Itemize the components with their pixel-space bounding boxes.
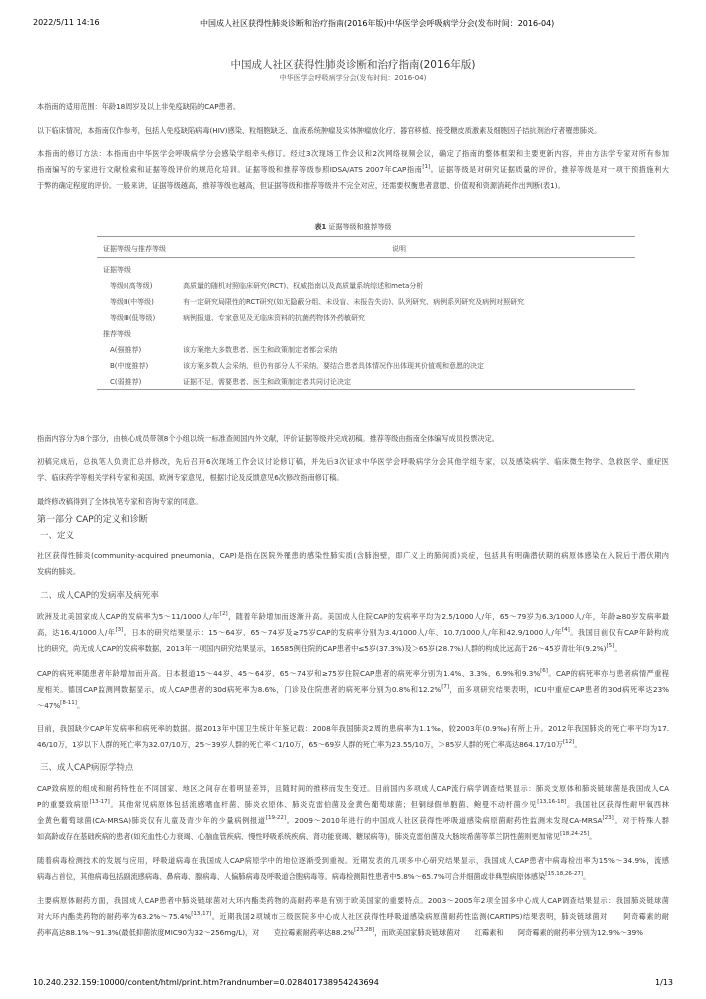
text-segment: 。 xyxy=(574,740,582,749)
paragraph-line xyxy=(37,855,669,867)
text-segment: 。2009～2010年进行的中国成人社区获得性呼吸道感染病原菌耐药性监测未发现CA-MRSA xyxy=(286,816,603,825)
reference-link[interactable]: [23,28] xyxy=(354,927,375,933)
paragraph-line xyxy=(37,550,669,562)
paragraph-line xyxy=(37,611,669,623)
text-segment: 高，达16.4/1000人/年 xyxy=(37,628,116,637)
text-segment: 主要病原体耐药方面，我国成人CAP患者中肺炎链球菌对大环内酯类药物的高耐药率是有别于欧美国家的重要特点。2003～2005年2项全国多中心成人CAP调查结果显示：我国肺炎链球菌 xyxy=(37,896,669,905)
paragraph-line xyxy=(37,723,669,735)
table-group-label: 推荐等级 xyxy=(103,330,131,338)
print-url: 10.240.232.159:10000/content/html/print.htm?randnumber=0.028401738954243694 xyxy=(33,978,379,987)
text-segment: ，而欧美国家肺炎链球菌对 红霉素和 阿奇霉素的耐药率分别为12.9%～39% xyxy=(374,928,643,937)
text-segment: 随着病毒检测技术的发展与应用，呼吸道病毒在我国成人CAP病原学中的地位逐渐受到重视。近期发表的几项多中心研究结果显示，我国成人CAP患者中病毒检出率为15%～34.9%，流感 xyxy=(37,856,669,865)
paragraph-line xyxy=(37,148,669,160)
paragraph-line xyxy=(37,895,669,907)
table-cell-level: C(弱推荐) xyxy=(110,378,142,386)
subsection-heading: 一、定义 xyxy=(40,531,75,541)
text-segment: 金黄色葡萄球菌(CA-MRSA)肺炎仅有儿童及青少年的少量病例报道 xyxy=(37,816,266,825)
reference-link[interactable]: [7] xyxy=(441,684,450,690)
table-cell-description: 病例报道、专家意见及无临床资料的抗菌药物体外药敏研究 xyxy=(183,314,365,322)
table-cell-description: 有一定研究局限性的RCT研究(如无隐蔽分组、未设盲、未报告失访)、队列研究、病例系列研究及病例对照研究 xyxy=(183,298,525,306)
text-segment: 。 xyxy=(614,644,622,653)
table-cell-description: 证据不足，需要患者、医生和政策制定者共同讨论决定 xyxy=(183,378,351,386)
paragraph-line xyxy=(37,871,669,883)
text-segment: 学、临床药学等相关学科专家和美国、欧洲专家意见，根据讨论及反馈意见6次修改指南修订稿。 xyxy=(37,473,344,482)
paragraph-line xyxy=(37,684,669,696)
print-datetime: 2022/5/11 14:16 xyxy=(33,18,100,27)
table-number: 表1 xyxy=(314,223,327,231)
table-cell-description: 该方案绝大多数患者、医生和政策制定者都会采纳 xyxy=(183,346,337,354)
text-segment: 。日本的研究结果显示：15～64岁、65～74岁及≥75岁CAP的发病率分别为3.4/1000人/年、10.7/1000人/年和42.9/1000人/年 xyxy=(123,628,562,637)
text-segment: 目前，我国缺少CAP年发病率和病死率的数据。据2013年中国卫生统计年鉴记载：2008年我国肺炎2周的患病率为1.1‰，较2003年(0.9‰)有所上升。2012年我国肺炎的死亡率平均为17. xyxy=(37,724,669,733)
reference-link[interactable]: [2] xyxy=(219,611,228,617)
text-segment: 。 xyxy=(76,701,85,710)
text-segment: 发病的肺炎。 xyxy=(37,567,81,576)
table-group-label: 证据等级 xyxy=(103,266,131,274)
text-segment: 指南内容分为8个部分，由核心成员带领8个小组以统一标准查阅国内外文献，评价证据等级并完成初稿。推荐等级由指南全体编写成员投票决定。 xyxy=(37,434,499,443)
text-segment: ～47% xyxy=(37,701,61,710)
print-header-title: 中国成人社区获得性肺炎诊断和治疗指南(2016年版)中华医学会呼吸病学分会(发布时间：2016-04) xyxy=(200,19,555,28)
text-segment: 病毒占首位，其他病毒包括副流感病毒、鼻病毒、腺病毒、人偏肺病毒及呼吸道合胞病毒等。病毒检测阳性患者中5.8%～65.7%可合并细菌或非典型病原体感染 xyxy=(37,872,546,881)
table-caption-text: 证据等级和推荐等级 xyxy=(328,223,392,231)
text-segment: 度相关。德国CAP监测网数据显示，成人CAP患者的30d病死率为8.6%，门诊及住院患者的病死率分别为0.8%和12.2% xyxy=(37,685,442,694)
text-segment: 。证据等级是对研究证据质量的评价，推荐等级是对一项干预措施利大 xyxy=(430,165,669,174)
subsection-heading: 二、成人CAP的发病率及病死率 xyxy=(40,591,159,601)
table-cell-level: A(强推荐) xyxy=(110,346,142,354)
reference-link[interactable]: [18,24-25] xyxy=(560,831,590,837)
text-segment: CAP的病死率随患者年龄增加而升高。日本报道15～44岁、45～64岁、65～74岁和≥75岁住院CAP患者的病死率分别为1.4%、3.3%、6.9%和9.3% xyxy=(37,669,541,678)
reference-link[interactable]: [13-17] xyxy=(89,799,110,805)
page-subtitle: 中华医学会呼吸病学分会(发布时间：2016-04) xyxy=(279,74,427,82)
text-segment: 。CAP的病死率亦与患者病情严重程 xyxy=(547,669,669,678)
text-segment: 药率高达88.1%～91.3%(最低抑菌浓度MIC90为32～256mg/L)，对 克拉霉素耐药率达88.2% xyxy=(37,928,355,937)
text-segment: 初稿完成后，总执笔人负责汇总并修改，先后召开6次现场工作会议讨论修订稿，并先后3次征求中华医学会呼吸病学分会其他学组专家，以及感染病学、临床微生物学、急救医学、重症医 xyxy=(37,457,669,466)
reference-link[interactable]: [4] xyxy=(561,627,570,633)
reference-link[interactable]: [13,17] xyxy=(191,911,212,917)
text-segment: 本指南的修订方法：本指南由中华医学会呼吸病学分会感染学组牵头修订。经过3次现场工作会议和2次网络视频会议，确定了指南的整体框架和主要更新内容，并由方法学专家对所有参加 xyxy=(37,149,669,158)
text-segment: 比的研究，尚无成人CAP的发病率数据，2013年一项国内研究结果显示，16585例住院的CAP患者中≤5岁(37.3%)及＞65岁(28.7%)人群的构成比远高于26～45岁青壮年(9.2%) xyxy=(37,644,607,653)
text-segment: 社区获得性肺炎(community-acquired pneumonia，CAP)是指在医院外罹患的感染性肺实质(含肺泡壁，即广义上的肺间质)炎症，包括具有明确潜伏期的病原体感染在入院后于潜伏期内 xyxy=(37,551,669,560)
reference-link[interactable]: [19-22] xyxy=(265,815,287,821)
section-heading: 第一部分 CAP的定义和诊断 xyxy=(37,515,148,525)
text-segment: CAP致病原的组成和耐药特性在不同国家、地区之间存在着明显差异，且随时间的推移而发生变迁。目前国内多项成人CAP流行病学调查结果显示：肺炎支原体和肺炎链球菌是我国成人CA xyxy=(37,784,669,793)
paragraph-line xyxy=(37,799,669,811)
paragraph-line xyxy=(37,831,669,843)
reference-link[interactable]: [3] xyxy=(115,627,124,633)
text-segment: 最终修改稿得到了全体执笔专家和咨询专家的同意。 xyxy=(37,497,203,506)
table-header: 证据等级与推荐等级 xyxy=(103,245,166,253)
reference-link[interactable]: [15,18,26-27] xyxy=(545,871,584,877)
page-title: 中国成人社区获得性肺炎诊断和治疗指南(2016年版) xyxy=(230,59,476,71)
paragraph-line xyxy=(37,125,669,137)
text-segment: 。 xyxy=(583,872,591,881)
paragraph-line xyxy=(37,627,669,639)
paragraph-line xyxy=(37,911,669,923)
table-rule xyxy=(97,389,635,390)
text-segment: 欧洲及北美国家成人CAP的发病率为5～11/1000人/年 xyxy=(37,612,220,621)
page-number: 1/13 xyxy=(655,978,673,987)
paragraph-line xyxy=(37,456,669,468)
paragraph-line xyxy=(37,566,669,578)
text-segment: 。其他常见病原体包括流感嗜血杆菌、肺炎衣原体、肺炎克雷伯菌及金黄色葡萄球菌；但铜绿假单胞菌、鲍曼不动杆菌少见 xyxy=(109,800,538,809)
text-segment: ，随着年龄增加而逐渐升高。美国成人住院CAP的发病率平均为2.5/1000人/年，65～79岁为6.3/1000人/年，年龄≥80岁发病率最 xyxy=(227,612,669,621)
paragraph-line xyxy=(37,433,669,445)
text-segment: 。我国社区获得性耐甲氧西林 xyxy=(566,800,669,809)
text-segment: 。近期我国2项城市三级医院多中心成人社区获得性呼吸道感染病原菌耐药性监测(CARTIPS)结果表明，肺炎链球菌对 阿奇霉素的耐 xyxy=(211,912,670,921)
table-cell-description: 该方案多数人会采纳，但仍有部分人不采纳，要结合患者具体情况作出体现其价值观和意愿的决定 xyxy=(183,362,484,370)
table-cell-level: 等级Ⅱ(中等级) xyxy=(110,298,154,306)
text-segment: 46/10万，1岁以下人群的死亡率为32.07/10万，25～39岁人群的死亡率＜1/10万，65～69岁人群的死亡率为23.55/10万，＞85岁人群的死亡率高达864.17/10万 xyxy=(37,740,563,749)
text-segment: 对大环内酯类药物的耐药率为63.2%～75.4% xyxy=(37,912,192,921)
text-segment: 。 xyxy=(589,832,597,841)
paragraph-line xyxy=(37,815,669,827)
reference-link[interactable]: [1] xyxy=(422,164,431,170)
reference-link[interactable]: [5] xyxy=(606,643,615,649)
table-cell-level: B(中度推荐) xyxy=(110,362,149,370)
paragraph-line xyxy=(37,496,669,508)
reference-link[interactable]: [8-11] xyxy=(60,700,77,706)
reference-link[interactable]: [13,16-18] xyxy=(537,799,567,805)
subsection-heading: 三、成人CAP病原学特点 xyxy=(40,763,134,773)
reference-link[interactable]: [12] xyxy=(562,739,575,745)
table-cell-level: 等级Ⅰ(高等级) xyxy=(110,282,153,290)
paragraph-line xyxy=(37,164,669,176)
table-rule xyxy=(97,257,635,258)
paragraph-line xyxy=(37,101,669,113)
table-cell-description: 高质量的随机对照临床研究(RCT)、权威指南以及高质量系统综述和meta分析 xyxy=(183,282,424,290)
paragraph-line xyxy=(37,927,669,939)
text-segment: 指南编写的专家进行文献检索和证据等级评价的规范化培训。证据等级和推荐等级参照IDSA/ATS 2007年CAP指南 xyxy=(37,165,423,174)
table-caption xyxy=(0,222,706,232)
paragraph-line xyxy=(37,783,669,795)
paragraph-line xyxy=(37,643,669,655)
paragraph-line xyxy=(37,668,669,680)
table-header: 说明 xyxy=(392,245,406,253)
text-segment: 如高龄或存在基础疾病的患者(如充血性心力衰竭、心脑血管疾病、慢性呼吸系统疾病、肾功能衰竭、糖尿病等)，肺炎克雷伯菌及大肠埃希菌等革兰阴性菌则更加常见 xyxy=(37,832,561,841)
paragraph-line xyxy=(37,472,669,484)
text-segment: ，而多项研究结果表明，ICU中重症CAP患者的30d病死率达23% xyxy=(449,685,669,694)
paragraph-line xyxy=(37,180,669,192)
table-rule xyxy=(97,236,635,237)
reference-link[interactable]: [6] xyxy=(540,668,548,674)
table-cell-level: 等级Ⅲ(低等级) xyxy=(110,314,156,322)
text-segment: P的重要致病原 xyxy=(37,800,90,809)
text-segment: 本指南的适用范围：年龄18周岁及以上非免疫缺陷的CAP患者。 xyxy=(37,102,241,111)
paragraph-line xyxy=(37,739,669,751)
text-segment: 于弊的确定程度的评价。一般来讲，证据等级越高，推荐等级也越高，但证据等级和推荐等级并不完全对应，还需要权衡患者意愿、价值观和资源消耗作出判断(表1)。 xyxy=(37,181,565,190)
paragraph-line xyxy=(37,700,669,712)
reference-link[interactable]: [23] xyxy=(602,815,614,821)
text-segment: 。我国目前仅有CAP年龄构成 xyxy=(569,628,669,637)
text-segment: 以下临床情况，本指南仅作参考，包括人免疫缺陷病毒(HIV)感染、粒细胞缺乏、血液系统肿瘤及实体肿瘤放化疗、器官移植、接受糖皮质激素及细胞因子拮抗剂治疗者罹患肺炎。 xyxy=(37,126,602,135)
text-segment: 。对于特殊人群 xyxy=(613,816,669,825)
